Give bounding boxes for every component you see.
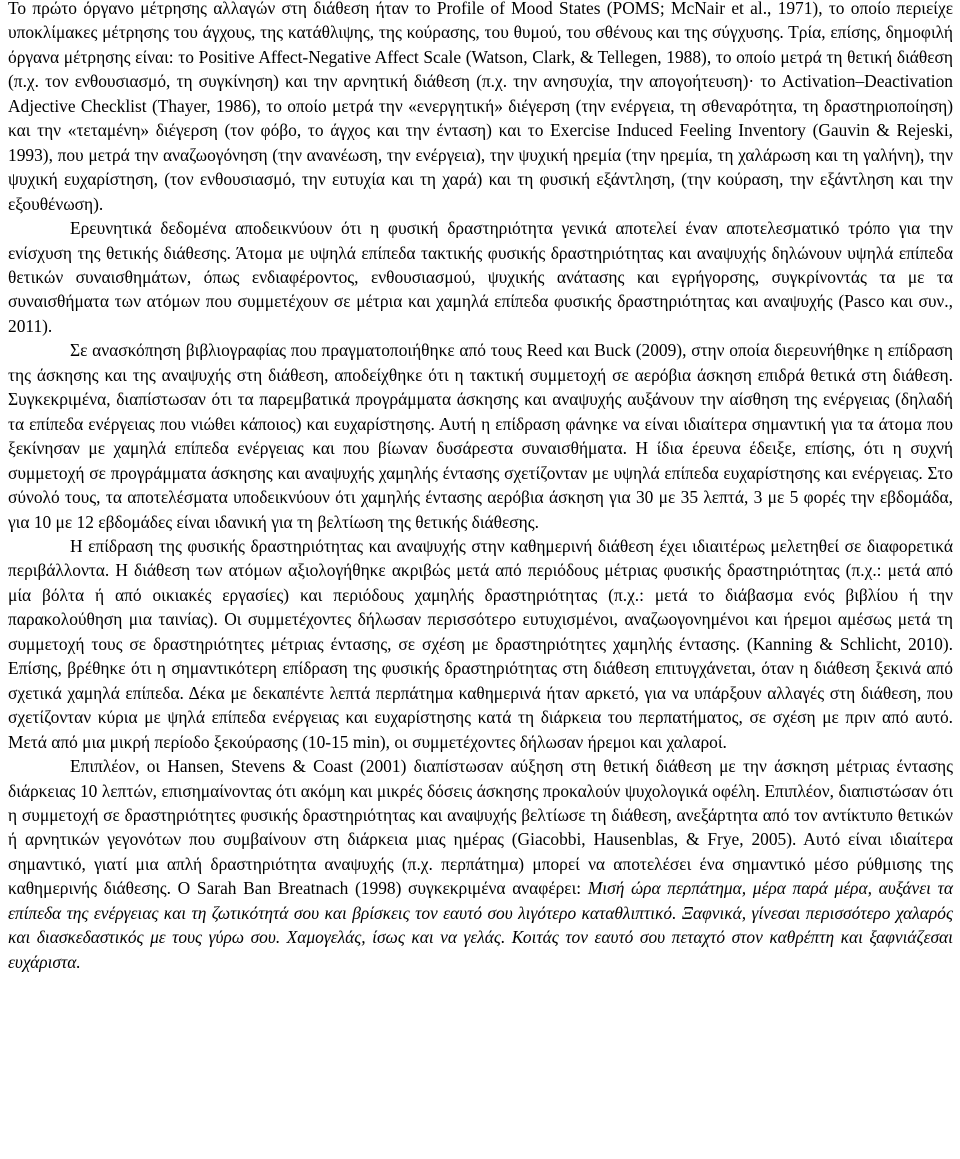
paragraph-text: Ερευνητικά δεδομένα αποδεικνύουν ότι η φυσική δραστηριότητα γενικά αποτελεί έναν αποτελεσματικό τρόπο για την ενίσχυση της θετικής διάθεσης. Άτομα με υψηλά επίπεδα τακτικής φυσικής δραστηριότητας και αναψυχής δηλώνουν υψηλά επίπεδα θετικών συναισθημάτων, όπως ενδιαφέροντος, ενθουσιασμού, ψυχικής ανάτασης και εγρήγορσης, συγκρίνοντάς τα με τα συναισθήματα των ατόμων που συμμετέχουν σε μέτρια και χαμηλά επίπεδα φυσικής δραστηριότητας και αναψυχής (Pasco και συν., 2011). (8, 218, 953, 336)
paragraph-text: Επιπλέον, οι Hansen, Stevens & Coast (2001) διαπίστωσαν αύξηση στη θετική διάθεση με την άσκηση μέτριας έντασης διάρκειας 10 λεπτών, επισημαίνοντας ότι ακόμη και μικρές δόσεις άσκησης προκαλούν ψυχολογικά οφέλη. Επιπλέον, διαπιστώσαν ότι η συμμετοχή σε δραστηριότητες φυσικής δραστηριότητας και αναψυχής βελτίωσε τη διάθεση, ανεξάρτητα από τον αντίκτυπο θετικών ή αρνητικών γεγονότων που συμβαίνουν στη διάρκεια μιας ημέρας (Giacobbi, Hausenblas, & Frye, 2005). Αυτό είναι ιδιαίτερα σημαντικό, γιατί μια απλή δραστηριότητα αναψυχής (π.χ. περπάτημα) μπορεί να αποτελέσει ένα σημαντικό μέσο ρύθμισης της καθημερινής διάθεσης. Ο Sarah Ban Breatnach (1998) συγκεκριμένα αναφέρει: (8, 756, 953, 899)
paragraph-research-evidence (8, 216, 953, 338)
paragraph-text: Σε ανασκόπηση βιβλιογραφίας που πραγματοποιήθηκε από τους Reed και Buck (2009), στην οποία διερευνήθηκε η επίδραση της άσκησης και της αναψυχής στη διάθεση, αποδείχθηκε ότι η τακτική συμμετοχή σε αερόβια άσκηση επιδρά θετικά στη διάθεση. Συγκεκριμένα, διαπίστωσαν ότι τα παρεμβατικά προγράμματα άσκησης και αναψυχής αυξάνουν την αίσθηση της ενέργειας (δηλαδή τα επίπεδα ενέργειας που νιώθει κάποιος) και ευχαρίστησης. Αυτή η επίδραση φάνηκε να είναι ιδιαίτερα σημαντική για τα άτομα που ξεκίνησαν με χαμηλά επίπεδα ενέργειας και που βίωναν δυσάρεστα συναισθήματα. Η ίδια έρευνα έδειξε, επίσης, ότι η συχνή συμμετοχή σε προγράμματα άσκησης και αναψυχής χαμηλής έντασης σχετίζονταν με υψηλά επίπεδα ευχαρίστησης και ενέργειας. Στο σύνολό τους, τα αποτελέσματα υποδεικνύουν ότι χαμηλής έντασης αερόβια άσκηση για 30 με 35 λεπτά, 3 με 5 φορές την εβδομάδα, για 10 με 12 εβδομάδες είναι ιδανική για τη βελτίωση της θετικής διάθεσης. (8, 340, 953, 532)
paragraph-text: Η επίδραση της φυσικής δραστηριότητας και αναψυχής στην καθημερινή διάθεση έχει ιδιαιτέρως μελετηθεί σε διαφορετικά περιβάλλοντα. Η διάθεση των ατόμων αξιολογήθηκε ακριβώς μετά από περιόδους μέτριας φυσικής δραστηριότητας (π.χ.: μετά από μία βόλτα ή από οικιακές εργασίες) και περιόδους χαμηλής δραστηριότητας (π.χ.: μετά το διάβασμα ενός βιβλίου ή την παρακολούθηση μια ταινίας). Οι συμμετέχοντες δήλωσαν περισσότερο ευτυχισμένοι, αναζωογονημένοι και ήρεμοι αμέσως μετά τη συμμετοχή τους σε δραστηριότητες μέτριας έντασης, σε σχέση με δραστηριότητες χαμηλής έντασης. (Kanning & Schlicht, 2010). Επίσης, βρέθηκε ότι η σημαντικότερη επίδραση της φυσικής δραστηριότητας στη διάθεση επιτυγχάνεται, όταν η διάθεση ξεκινά από σχετικά χαμηλά επίπεδα. Δέκα με δεκαπέντε λεπτά περπάτημα καθημερινά ήταν αρκετό, για να υπάρξουν αλλαγές στη διάθεση, που σχετίζονταν κύρια με ψηλά επίπεδα ενέργειας και ευχαρίστησης κατά τη διάρκεια του περπατήματος, σε σχέση με πριν από αυτό. Μετά από μια μικρή περίοδο ξεκούρασης (10-15 min), οι συμμετέχοντες δήλωσαν ήρεμοι και χαλαροί. (8, 535, 953, 752)
paragraph-literature-review (8, 338, 953, 534)
paragraph-text: Το πρώτο όργανο μέτρησης αλλαγών στη διάθεση ήταν το Profile of Mood States (POMS; McNair et al., 1971), το οποίο περιείχε υποκλίμακες μέτρησης του άγχους, της κατάθλιψης, της κούρασης, του θυμού, του σθένους και της σύγχυσης. Τρία, επίσης, δημοφιλή όργανα μέτρησης είναι: το Positive Affect-Negative Affect Scale (Watson, Clark, & Tellegen, 1988), το οποίο μετρά τη θετική διάθεση (π.χ. τον ενθουσιασμό, τη συγκίνηση) και την αρνητική διάθεση (π.χ. την ανησυχία, την απογοήτευση)· το Activation–Deactivation Adjective Checklist (Thayer, 1986), το οποίο μετρά την «ενεργητική» διέγερση (την ενέργεια, τη σθεναρότητα, τη δραστηριοποίηση) και την «τεταμένη» διέγερση (τον φόβο, το άγχος και την ένταση) και το Exercise Induced Feeling Inventory (Gauvin & Rejeski, 1993), που μετρά την αναζωογόνηση (την ανανέωση, την ενέργεια), την ψυχική ηρεμία (την ηρεμία, τη χαλάρωση και τη γαλήνη), την ψυχική ευχαρίστηση, (τον ενθουσιασμό, την ευτυχία και τη χαρά) και τη φυσική εξάντληση, (την κούραση, την εξάντληση και την εξουθένωση). (8, 0, 953, 214)
paragraph-mood-instruments (8, 0, 953, 216)
paragraph-daily-mood (8, 534, 953, 754)
paragraph-short-exercise (8, 754, 953, 974)
italic-quote: Μισή ώρα περπάτημα, μέρα παρά μέρα, αυξάνει τα επίπεδα της ενέργειας και τη ζωτικότητά σου και βρίσκεις τον εαυτό σου λιγότερο καταθλιπτικό. Ξαφνικά, γίνεσαι περισσότερο χαλαρός και διασκεδαστικός με τους γύρω σου. Χαμογελάς, ίσως και να γελάς. Κοιτάς τον εαυτό σου πεταχτό στον καθρέπτη και ξαφνιάζεσαι ευχάριστα. (8, 878, 953, 972)
